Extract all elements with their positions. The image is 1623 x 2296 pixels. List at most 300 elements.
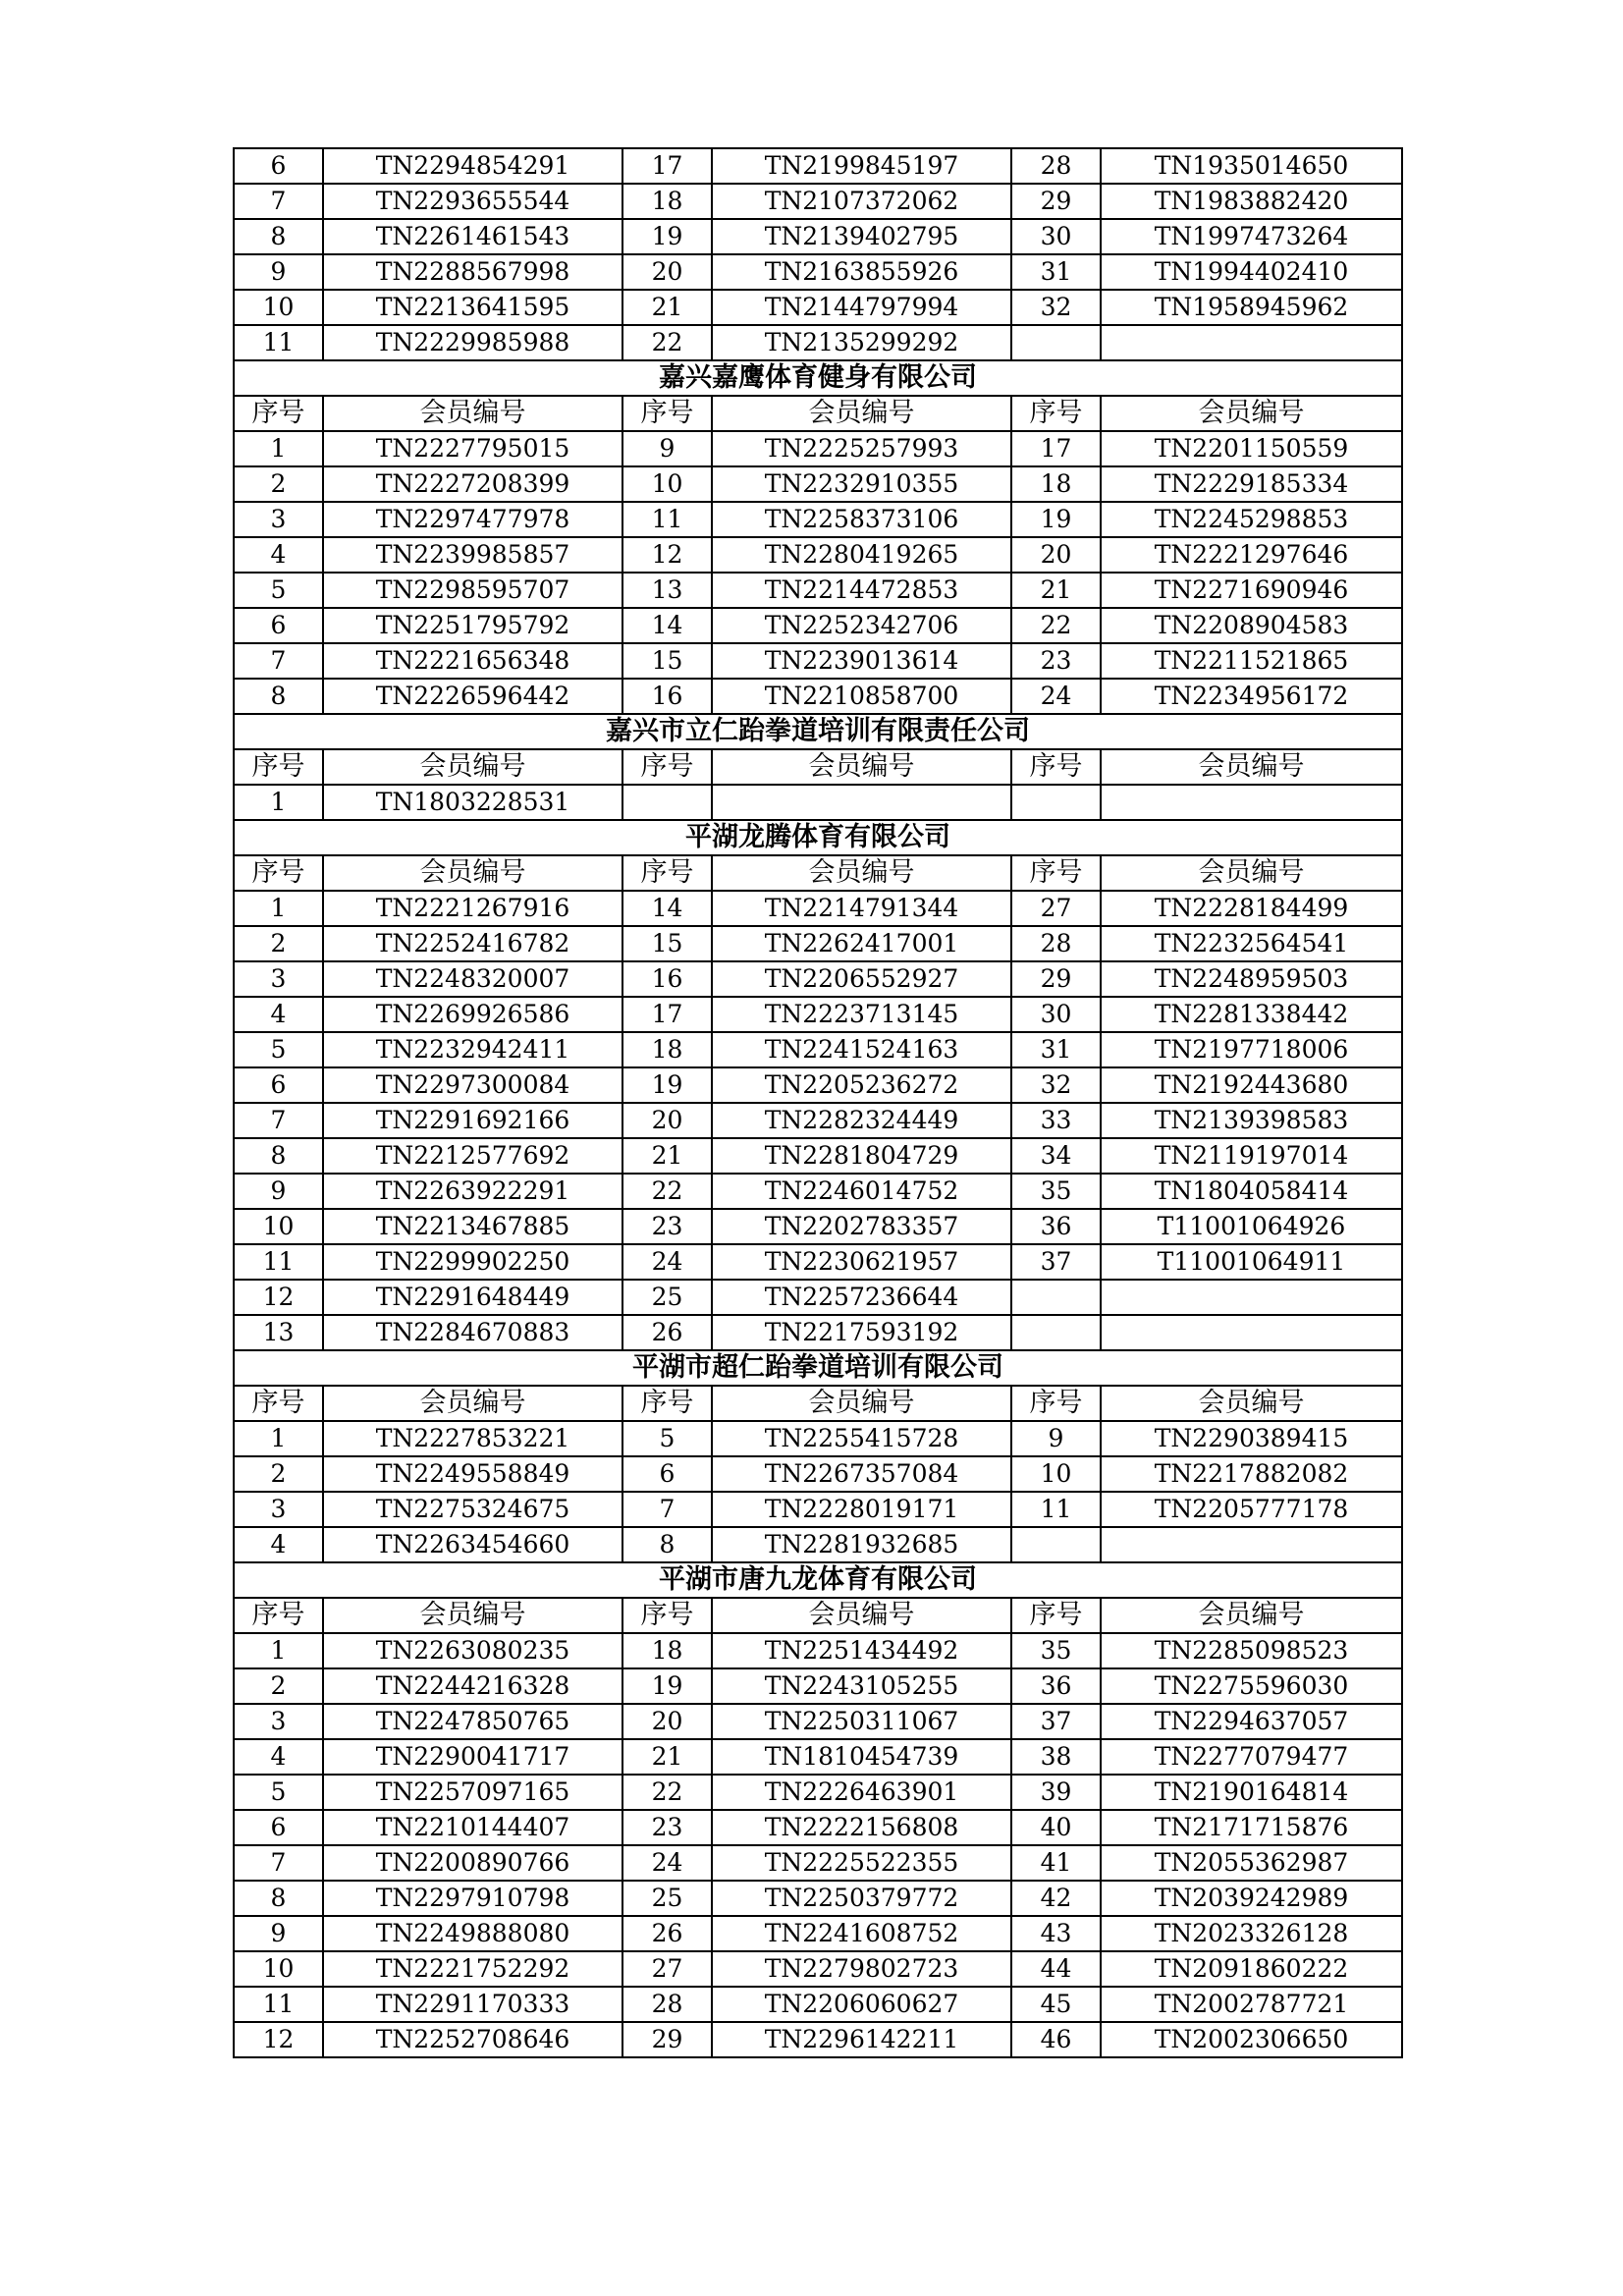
- table-row: [234, 254, 1402, 290]
- seq-header: 序号: [234, 1598, 323, 1633]
- table-row: [234, 1492, 1402, 1527]
- member-id-cell: TN2210144407: [323, 1810, 622, 1845]
- seq-cell: 8: [234, 219, 323, 254]
- seq-cell: 10: [1011, 1456, 1101, 1492]
- seq-cell: 9: [234, 1916, 323, 1951]
- seq-cell: 30: [1011, 997, 1101, 1032]
- member-id-cell: TN2221656348: [323, 643, 622, 679]
- seq-cell: 2: [234, 466, 323, 502]
- member-id-cell: TN2223713145: [712, 997, 1011, 1032]
- member-id-header: 会员编号: [1101, 396, 1402, 431]
- seq-header: 序号: [234, 1386, 323, 1421]
- seq-cell: [1011, 785, 1101, 820]
- column-header-row: [234, 396, 1402, 431]
- member-id-header: 会员编号: [712, 1386, 1011, 1421]
- member-id-header: 会员编号: [1101, 1598, 1402, 1633]
- seq-cell: 8: [234, 679, 323, 714]
- seq-cell: 28: [622, 1987, 712, 2022]
- section-title-row: [234, 714, 1402, 749]
- section-title-row: [234, 360, 1402, 396]
- table-row: [234, 325, 1402, 360]
- member-id-cell: TN2290389415: [1101, 1421, 1402, 1456]
- seq-cell: [1011, 325, 1101, 360]
- column-header-row: [234, 749, 1402, 785]
- member-id-cell: TN2246014752: [712, 1174, 1011, 1209]
- member-id-cell: TN2248320007: [323, 961, 622, 997]
- member-id-cell: TN2210858700: [712, 679, 1011, 714]
- table-row: [234, 961, 1402, 997]
- seq-cell: 5: [234, 1775, 323, 1810]
- table-row: [234, 1987, 1402, 2022]
- seq-cell: 8: [234, 1881, 323, 1916]
- member-id-header: 会员编号: [1101, 855, 1402, 891]
- member-id-cell: TN2228184499: [1101, 891, 1402, 926]
- member-table-body: [234, 148, 1402, 2057]
- seq-cell: 7: [234, 643, 323, 679]
- member-id-cell: TN2245298853: [1101, 502, 1402, 537]
- seq-cell: 25: [622, 1881, 712, 1916]
- seq-cell: 40: [1011, 1810, 1101, 1845]
- table-row: [234, 502, 1402, 537]
- seq-cell: 41: [1011, 1845, 1101, 1881]
- member-id-cell: [1101, 325, 1402, 360]
- table-row: [234, 1244, 1402, 1280]
- seq-header: 序号: [234, 855, 323, 891]
- seq-cell: 43: [1011, 1916, 1101, 1951]
- seq-cell: 20: [622, 254, 712, 290]
- member-id-cell: TN2197718006: [1101, 1032, 1402, 1067]
- seq-cell: 11: [234, 325, 323, 360]
- seq-cell: 1: [234, 891, 323, 926]
- seq-cell: [1011, 1280, 1101, 1315]
- member-id-cell: TN2294854291: [323, 148, 622, 184]
- member-id-cell: TN2202783357: [712, 1209, 1011, 1244]
- seq-cell: [1011, 1315, 1101, 1350]
- member-id-cell: TN2241524163: [712, 1032, 1011, 1067]
- table-row: [234, 608, 1402, 643]
- seq-cell: 29: [1011, 961, 1101, 997]
- member-id-cell: TN2291648449: [323, 1280, 622, 1315]
- seq-cell: 19: [1011, 502, 1101, 537]
- table-row: [234, 1845, 1402, 1881]
- member-id-cell: TN2217882082: [1101, 1456, 1402, 1492]
- member-id-cell: TN2221267916: [323, 891, 622, 926]
- seq-cell: 44: [1011, 1951, 1101, 1987]
- member-id-cell: TN2271690946: [1101, 573, 1402, 608]
- section-title-row: [234, 820, 1402, 855]
- member-id-cell: TN2002306650: [1101, 2022, 1402, 2057]
- member-id-cell: [1101, 1280, 1402, 1315]
- member-id-cell: TN2285098523: [1101, 1633, 1402, 1668]
- member-id-cell: [1101, 1315, 1402, 1350]
- seq-cell: 11: [234, 1987, 323, 2022]
- member-id-cell: TN2251434492: [712, 1633, 1011, 1668]
- member-id-cell: TN2212577692: [323, 1138, 622, 1174]
- seq-header: 序号: [1011, 1386, 1101, 1421]
- seq-cell: 18: [622, 1032, 712, 1067]
- seq-cell: 12: [234, 2022, 323, 2057]
- member-id-cell: TN2282324449: [712, 1103, 1011, 1138]
- seq-cell: 10: [234, 1209, 323, 1244]
- member-id-cell: TN2222156808: [712, 1810, 1011, 1845]
- member-id-cell: TN2135299292: [712, 325, 1011, 360]
- seq-cell: 23: [1011, 643, 1101, 679]
- member-id-cell: TN2119197014: [1101, 1138, 1402, 1174]
- table-row: [234, 1810, 1402, 1845]
- seq-cell: 33: [1011, 1103, 1101, 1138]
- table-row: [234, 431, 1402, 466]
- member-id-cell: TN2205236272: [712, 1067, 1011, 1103]
- member-id-cell: TN2214791344: [712, 891, 1011, 926]
- seq-cell: 3: [234, 961, 323, 997]
- member-id-cell: TN2217593192: [712, 1315, 1011, 1350]
- member-id-header: 会员编号: [1101, 749, 1402, 785]
- seq-cell: [622, 785, 712, 820]
- seq-cell: 9: [1011, 1421, 1101, 1456]
- member-id-cell: TN2288567998: [323, 254, 622, 290]
- member-id-cell: TN2107372062: [712, 184, 1011, 219]
- member-id-header: 会员编号: [712, 1598, 1011, 1633]
- member-id-cell: TN2228019171: [712, 1492, 1011, 1527]
- seq-header: 序号: [622, 1386, 712, 1421]
- member-id-cell: TN2163855926: [712, 254, 1011, 290]
- member-id-cell: TN2291170333: [323, 1987, 622, 2022]
- member-id-cell: TN2227208399: [323, 466, 622, 502]
- member-id-cell: TN2250379772: [712, 1881, 1011, 1916]
- member-id-cell: TN1935014650: [1101, 148, 1402, 184]
- seq-cell: 28: [1011, 926, 1101, 961]
- seq-cell: 35: [1011, 1174, 1101, 1209]
- table-row: [234, 2022, 1402, 2057]
- seq-cell: 19: [622, 1067, 712, 1103]
- seq-cell: 37: [1011, 1704, 1101, 1739]
- seq-cell: 27: [1011, 891, 1101, 926]
- seq-cell: 37: [1011, 1244, 1101, 1280]
- company-name: 嘉兴嘉鹰体育健身有限公司: [234, 360, 1402, 396]
- seq-cell: 13: [234, 1315, 323, 1350]
- table-row: [234, 1103, 1402, 1138]
- member-id-cell: TN2206060627: [712, 1987, 1011, 2022]
- seq-cell: 12: [622, 537, 712, 573]
- table-row: [234, 1174, 1402, 1209]
- member-id-cell: TN2297300084: [323, 1067, 622, 1103]
- member-id-cell: TN2199845197: [712, 148, 1011, 184]
- member-id-cell: TN2252416782: [323, 926, 622, 961]
- member-id-cell: TN2280419265: [712, 537, 1011, 573]
- member-id-cell: TN2239013614: [712, 643, 1011, 679]
- table-row: [234, 891, 1402, 926]
- table-row: [234, 1032, 1402, 1067]
- member-id-cell: TN2291692166: [323, 1103, 622, 1138]
- table-row: [234, 1527, 1402, 1562]
- seq-cell: 1: [234, 1633, 323, 1668]
- member-id-cell: TN2257236644: [712, 1280, 1011, 1315]
- member-id-cell: TN2249888080: [323, 1916, 622, 1951]
- table-row: [234, 997, 1402, 1032]
- seq-cell: 25: [622, 1280, 712, 1315]
- seq-cell: 16: [622, 961, 712, 997]
- seq-cell: 30: [1011, 219, 1101, 254]
- member-id-cell: [712, 785, 1011, 820]
- member-id-header: 会员编号: [323, 1598, 622, 1633]
- seq-cell: 22: [622, 1775, 712, 1810]
- member-id-header: 会员编号: [712, 396, 1011, 431]
- member-id-header: 会员编号: [323, 1386, 622, 1421]
- seq-cell: 24: [622, 1244, 712, 1280]
- member-id-cell: TN2190164814: [1101, 1775, 1402, 1810]
- member-id-cell: [1101, 1527, 1402, 1562]
- company-name: 平湖市唐九龙体育有限公司: [234, 1562, 1402, 1598]
- member-id-cell: TN2281804729: [712, 1138, 1011, 1174]
- member-id-cell: TN2226463901: [712, 1775, 1011, 1810]
- table-row: [234, 537, 1402, 573]
- seq-cell: 6: [234, 148, 323, 184]
- seq-cell: 21: [622, 1739, 712, 1775]
- seq-cell: 11: [234, 1244, 323, 1280]
- member-id-cell: TN2249558849: [323, 1456, 622, 1492]
- member-id-cell: TN2232564541: [1101, 926, 1402, 961]
- column-header-row: [234, 1598, 1402, 1633]
- member-id-cell: TN2139402795: [712, 219, 1011, 254]
- seq-header: 序号: [1011, 396, 1101, 431]
- member-id-cell: TN2297477978: [323, 502, 622, 537]
- seq-cell: 29: [1011, 184, 1101, 219]
- seq-cell: 45: [1011, 1987, 1101, 2022]
- seq-cell: 10: [234, 1951, 323, 1987]
- member-id-cell: TN1810454739: [712, 1739, 1011, 1775]
- seq-cell: 18: [622, 184, 712, 219]
- member-id-cell: TN2279802723: [712, 1951, 1011, 1987]
- member-id-cell: TN2293655544: [323, 184, 622, 219]
- seq-cell: 1: [234, 431, 323, 466]
- table-row: [234, 1633, 1402, 1668]
- member-id-cell: TN2299902250: [323, 1244, 622, 1280]
- member-id-cell: TN2251795792: [323, 608, 622, 643]
- seq-cell: 22: [622, 325, 712, 360]
- seq-cell: 3: [234, 1492, 323, 1527]
- seq-header: 序号: [622, 396, 712, 431]
- seq-cell: 10: [622, 466, 712, 502]
- seq-cell: 4: [234, 1527, 323, 1562]
- member-id-cell: TN2277079477: [1101, 1739, 1402, 1775]
- table-row: [234, 643, 1402, 679]
- member-id-cell: TN2227795015: [323, 431, 622, 466]
- table-row: [234, 1775, 1402, 1810]
- seq-cell: 5: [234, 1032, 323, 1067]
- seq-cell: 14: [622, 891, 712, 926]
- member-id-cell: TN2226596442: [323, 679, 622, 714]
- column-header-row: [234, 1386, 1402, 1421]
- seq-cell: 38: [1011, 1739, 1101, 1775]
- seq-cell: 36: [1011, 1668, 1101, 1704]
- seq-cell: 36: [1011, 1209, 1101, 1244]
- member-id-cell: TN1994402410: [1101, 254, 1402, 290]
- member-id-cell: TN2296142211: [712, 2022, 1011, 2057]
- seq-cell: 17: [622, 997, 712, 1032]
- member-id-cell: TN2229985988: [323, 325, 622, 360]
- seq-cell: 5: [234, 573, 323, 608]
- seq-cell: 34: [1011, 1138, 1101, 1174]
- company-name: 平湖市超仁跆拳道培训有限公司: [234, 1350, 1402, 1386]
- seq-header: 序号: [234, 396, 323, 431]
- seq-cell: 31: [1011, 1032, 1101, 1067]
- member-id-cell: TN2227853221: [323, 1421, 622, 1456]
- seq-cell: 17: [622, 148, 712, 184]
- seq-cell: 23: [622, 1209, 712, 1244]
- member-id-cell: TN1958945962: [1101, 290, 1402, 325]
- member-id-cell: TN2281338442: [1101, 997, 1402, 1032]
- table-row: [234, 1951, 1402, 1987]
- member-id-cell: TN2281932685: [712, 1527, 1011, 1562]
- seq-cell: 14: [622, 608, 712, 643]
- table-row: [234, 1456, 1402, 1492]
- member-id-cell: TN2039242989: [1101, 1881, 1402, 1916]
- table-row: [234, 148, 1402, 184]
- member-id-cell: TN2213467885: [323, 1209, 622, 1244]
- seq-cell: 8: [622, 1527, 712, 1562]
- member-id-cell: TN2267357084: [712, 1456, 1011, 1492]
- member-id-header: 会员编号: [712, 749, 1011, 785]
- member-id-cell: TN2206552927: [712, 961, 1011, 997]
- table-row: [234, 1067, 1402, 1103]
- table-row: [234, 926, 1402, 961]
- member-id-cell: TN2213641595: [323, 290, 622, 325]
- member-id-cell: TN2290041717: [323, 1739, 622, 1775]
- column-header-row: [234, 855, 1402, 891]
- seq-cell: [1011, 1527, 1101, 1562]
- seq-cell: 11: [1011, 1492, 1101, 1527]
- member-id-cell: TN2023326128: [1101, 1916, 1402, 1951]
- seq-cell: 28: [1011, 148, 1101, 184]
- member-id-cell: TN2252342706: [712, 608, 1011, 643]
- member-id-cell: TN2225522355: [712, 1845, 1011, 1881]
- seq-cell: 6: [234, 1067, 323, 1103]
- seq-cell: 35: [1011, 1633, 1101, 1668]
- member-id-cell: T11001064911: [1101, 1244, 1402, 1280]
- member-id-header: 会员编号: [323, 749, 622, 785]
- seq-header: 序号: [622, 855, 712, 891]
- seq-cell: 32: [1011, 290, 1101, 325]
- member-id-cell: TN2192443680: [1101, 1067, 1402, 1103]
- member-id-cell: TN2263454660: [323, 1527, 622, 1562]
- table-row: [234, 1138, 1402, 1174]
- member-id-cell: TN2232910355: [712, 466, 1011, 502]
- section-title-row: [234, 1562, 1402, 1598]
- seq-cell: 6: [234, 1810, 323, 1845]
- seq-header: 序号: [234, 749, 323, 785]
- seq-cell: 12: [234, 1280, 323, 1315]
- seq-cell: 15: [622, 926, 712, 961]
- seq-cell: 27: [622, 1951, 712, 1987]
- seq-cell: 16: [622, 679, 712, 714]
- seq-cell: 29: [622, 2022, 712, 2057]
- seq-cell: 23: [622, 1810, 712, 1845]
- seq-cell: 6: [234, 608, 323, 643]
- member-id-header: 会员编号: [323, 396, 622, 431]
- seq-header: 序号: [622, 1598, 712, 1633]
- table-row: [234, 1315, 1402, 1350]
- seq-cell: 7: [234, 1103, 323, 1138]
- member-id-cell: TN1804058414: [1101, 1174, 1402, 1209]
- seq-cell: 8: [234, 1138, 323, 1174]
- member-id-cell: TN2230621957: [712, 1244, 1011, 1280]
- member-id-cell: TN2211521865: [1101, 643, 1402, 679]
- seq-cell: 19: [622, 1668, 712, 1704]
- member-id-cell: TN2225257993: [712, 431, 1011, 466]
- seq-cell: 32: [1011, 1067, 1101, 1103]
- seq-cell: 22: [1011, 608, 1101, 643]
- seq-cell: 18: [622, 1633, 712, 1668]
- seq-cell: 39: [1011, 1775, 1101, 1810]
- member-id-cell: TN2201150559: [1101, 431, 1402, 466]
- member-id-cell: TN2239985857: [323, 537, 622, 573]
- member-id-cell: TN2214472853: [712, 573, 1011, 608]
- member-id-cell: TN2171715876: [1101, 1810, 1402, 1845]
- seq-cell: 18: [1011, 466, 1101, 502]
- seq-cell: 17: [1011, 431, 1101, 466]
- seq-header: 序号: [1011, 855, 1101, 891]
- company-name: 平湖龙腾体育有限公司: [234, 820, 1402, 855]
- seq-cell: 3: [234, 502, 323, 537]
- seq-cell: 22: [622, 1174, 712, 1209]
- seq-cell: 20: [622, 1103, 712, 1138]
- seq-cell: 1: [234, 1421, 323, 1456]
- table-row: [234, 1421, 1402, 1456]
- member-id-header: 会员编号: [323, 855, 622, 891]
- seq-cell: 2: [234, 1668, 323, 1704]
- seq-cell: 31: [1011, 254, 1101, 290]
- seq-cell: 1: [234, 785, 323, 820]
- member-id-cell: TN2229185334: [1101, 466, 1402, 502]
- member-id-cell: TN2221297646: [1101, 537, 1402, 573]
- seq-cell: 20: [622, 1704, 712, 1739]
- seq-cell: 2: [234, 1456, 323, 1492]
- member-id-cell: TN2247850765: [323, 1704, 622, 1739]
- member-id-cell: TN2139398583: [1101, 1103, 1402, 1138]
- member-id-cell: TN2263922291: [323, 1174, 622, 1209]
- seq-cell: 6: [622, 1456, 712, 1492]
- seq-header: 序号: [1011, 1598, 1101, 1633]
- seq-cell: 7: [234, 1845, 323, 1881]
- member-id-cell: TN1997473264: [1101, 219, 1402, 254]
- seq-cell: 7: [234, 184, 323, 219]
- member-table: [233, 147, 1403, 2058]
- member-id-cell: TN2243105255: [712, 1668, 1011, 1704]
- member-id-cell: T11001064926: [1101, 1209, 1402, 1244]
- member-id-cell: TN2297910798: [323, 1881, 622, 1916]
- member-id-cell: TN2263080235: [323, 1633, 622, 1668]
- seq-cell: 24: [622, 1845, 712, 1881]
- seq-cell: 15: [622, 643, 712, 679]
- seq-cell: 20: [1011, 537, 1101, 573]
- seq-cell: 4: [234, 537, 323, 573]
- seq-cell: 24: [1011, 679, 1101, 714]
- member-id-cell: TN2269926586: [323, 997, 622, 1032]
- member-id-header: 会员编号: [712, 855, 1011, 891]
- seq-cell: 26: [622, 1315, 712, 1350]
- member-list-document: [233, 147, 1401, 2058]
- member-id-cell: TN2208904583: [1101, 608, 1402, 643]
- member-id-cell: TN2294637057: [1101, 1704, 1402, 1739]
- table-row: [234, 785, 1402, 820]
- member-id-cell: TN2055362987: [1101, 1845, 1402, 1881]
- section-title-row: [234, 1350, 1402, 1386]
- company-name: 嘉兴市立仁跆拳道培训有限责任公司: [234, 714, 1402, 749]
- seq-cell: 42: [1011, 1881, 1101, 1916]
- member-id-cell: TN2275596030: [1101, 1668, 1402, 1704]
- table-row: [234, 1739, 1402, 1775]
- member-id-cell: TN2232942411: [323, 1032, 622, 1067]
